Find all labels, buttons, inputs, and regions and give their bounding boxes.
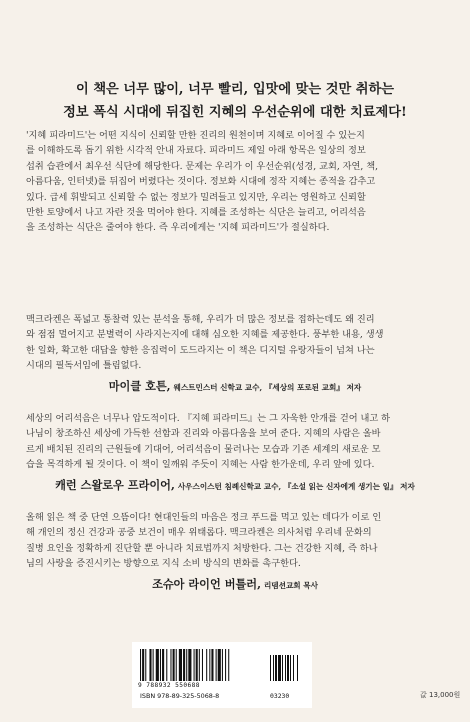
barcode-bar (186, 649, 187, 681)
review-line: 한 일화, 확고한 대답을 향한 응집력이 도드라지는 이 책은 디지털 유랑자들이 넘쳐 나는 (26, 344, 375, 356)
intro-line: '지혜 피라미드'는 어떤 지식이 신뢰할 만한 진리의 원천이며 지혜로 이어질 수 있는지 (26, 130, 365, 141)
barcode-bar (196, 649, 198, 681)
barcode-bar (156, 649, 159, 681)
intro-line: 아름다움, 인터넷)를 뒤집어 버렸다는 것이다. 정보화 시대에 정작 지혜는 종적을 감추고 (26, 176, 376, 188)
barcode-bar (188, 649, 191, 681)
review-signature (26, 379, 444, 395)
headline (20, 78, 450, 124)
barcode-bar (179, 649, 182, 681)
barcode-bar (222, 649, 223, 681)
barcode-addon-bar (278, 655, 281, 681)
barcode-bar (160, 649, 161, 681)
isbn-text: ISBN 978-89-325-5068-8 (140, 692, 220, 700)
intro-paragraph (26, 128, 444, 236)
barcode-addon-bar (270, 655, 271, 681)
barcode-addon-bar (275, 655, 277, 681)
barcode-bar (173, 649, 175, 681)
review-line: 해 개인의 정신 건강과 공중 보건이 매우 위태롭다. 맥크라켄은 의사처럼 우리네 문화의 (26, 527, 372, 539)
review-line: 르게 배치된 진리의 근원들에 기대어, 어리석음이 물러나는 모습과 기존 세계의 새로운 모 (26, 443, 381, 455)
intro-line: 를 이해하도록 돕기 위한 시각적 안내 자료다. 피라미드 제일 아래 항목은 일상의 정보 (26, 145, 366, 157)
barcode-bar (153, 649, 154, 681)
reviewer-name: 캐런 스왈로우 프라이어, (55, 477, 175, 492)
headline-line-1: 이 책은 너무 많이, 너무 빨리, 입맛에 맞는 것만 취하는 (75, 82, 395, 97)
review-line: 나님이 창조하신 세상에 가득한 선함과 진리와 아름다움을 보여 준다. 지혜의 사람은 올바 (26, 428, 381, 440)
barcode-addon-code: 03230 (270, 692, 290, 700)
headline-line-2: 정보 폭식 시대에 뒤집힌 지혜의 우선순위에 대한 치료제다! (63, 105, 407, 120)
intro-line: 있다. 급세 휘발되고 신뢰할 수 없는 정보가 밀려들고 있지만, 우리는 영원하고 신뢰할 (26, 191, 366, 203)
barcode-bar (162, 649, 164, 681)
barcode-addon-bar (285, 655, 286, 681)
barcode-bar (170, 649, 171, 681)
review-line: 시대의 필독서임에 틀림없다. (26, 360, 142, 372)
barcode-digits: 9 788932 550688 (138, 682, 200, 689)
review-signature (26, 478, 444, 494)
reviewer-name: 조슈아 라이언 버틀러, (152, 576, 262, 591)
barcode-bar (149, 649, 151, 681)
barcode-bar (166, 649, 167, 681)
barcode-bar (216, 649, 217, 681)
barcode-bar (228, 649, 229, 681)
barcode-addon-bar (290, 655, 291, 681)
barcode-bar (202, 649, 203, 681)
review-line: 와 점점 멀어지고 분별력이 사라지는지에 대해 심오한 지혜를 제공한다. 풍부한 내용, 생생 (26, 329, 384, 341)
barcode-bar (209, 649, 210, 681)
review-prior (26, 411, 444, 494)
review-line: 맥크라켄은 폭넓고 통찰력 있는 분석을 통해, 우리가 더 많은 정보를 접하는데도 왜 진리 (26, 314, 375, 325)
intro-line: 섭취 습관에서 최우선 식단에 해당한다. 문제는 우리가 이 우선순위(성경, 교회, 자연, 책, (26, 160, 379, 172)
intro-line: 만한 토양에서 나고 자란 것을 먹어야 한다. 지혜를 조성하는 식단은 늘리고, 어리석음 (26, 207, 366, 219)
barcode-addon-bar (282, 655, 283, 681)
barcode-bar (206, 649, 207, 681)
barcode-area (132, 642, 312, 708)
barcode-bar (218, 649, 221, 681)
review-line: 습을 목격하게 될 것이다. 이 책이 일깨워 주듯이 지혜는 사람 한가운데, 우리 앞에 있다. (26, 459, 375, 471)
barcode-bar (145, 649, 146, 681)
reviewer-affiliation: 사우스이스턴 침례신학교 교수, 『소설 읽는 신자에게 생기는 일』 저자 (177, 481, 415, 491)
review-signature (26, 577, 444, 593)
review-line: 올해 읽은 책 중 단연 으뜸이다! 현대인들의 마음은 정크 푸드를 먹고 있는 데다가 이로 인 (26, 512, 382, 523)
barcode-bar (211, 649, 213, 681)
isbn-barcode (140, 649, 304, 683)
barcode-bar (183, 649, 185, 681)
price-label: 값 13,000원 (420, 691, 461, 699)
barcode-bar (176, 649, 177, 681)
barcode-addon-bar (293, 655, 294, 681)
intro-line: 을 조성하는 식단은 줄여야 한다. 즉 우리에게는 '지혜 피라미드'가 절실하다. (26, 222, 330, 234)
review-horton (26, 312, 444, 395)
barcode-bar (225, 649, 226, 681)
review-line: 세상의 어리석음은 너무나 압도적이다. 『지혜 피라미드』는 그 자욱한 안개를 걷어 내고 하 (26, 413, 391, 424)
review-line: 질병 요인을 정확하게 진단할 뿐 아니라 치료법까지 처방한다. 그는 건강한 지혜, 즉 하나 (26, 542, 378, 554)
reviewer-affiliation: 리뎀션교회 목사 (263, 580, 318, 590)
review-line: 님의 사랑을 증진시키는 방향으로 지식 소비 방식의 변화를 촉구한다. (26, 558, 301, 570)
barcode-bar (142, 649, 144, 681)
reviewer-name: 마이클 호튼, (108, 378, 171, 393)
barcode-bar (140, 649, 141, 681)
barcode-addon-bar (297, 655, 298, 681)
barcode-addon-bar (287, 655, 289, 681)
barcode-addon-bar (273, 655, 274, 681)
review-butler (26, 510, 444, 593)
reviewer-affiliation: 웨스트민스터 신학교 교수, 『세상의 포로된 교회』 저자 (173, 382, 362, 392)
barcode-bar (194, 649, 195, 681)
barcode-bar (199, 649, 200, 681)
